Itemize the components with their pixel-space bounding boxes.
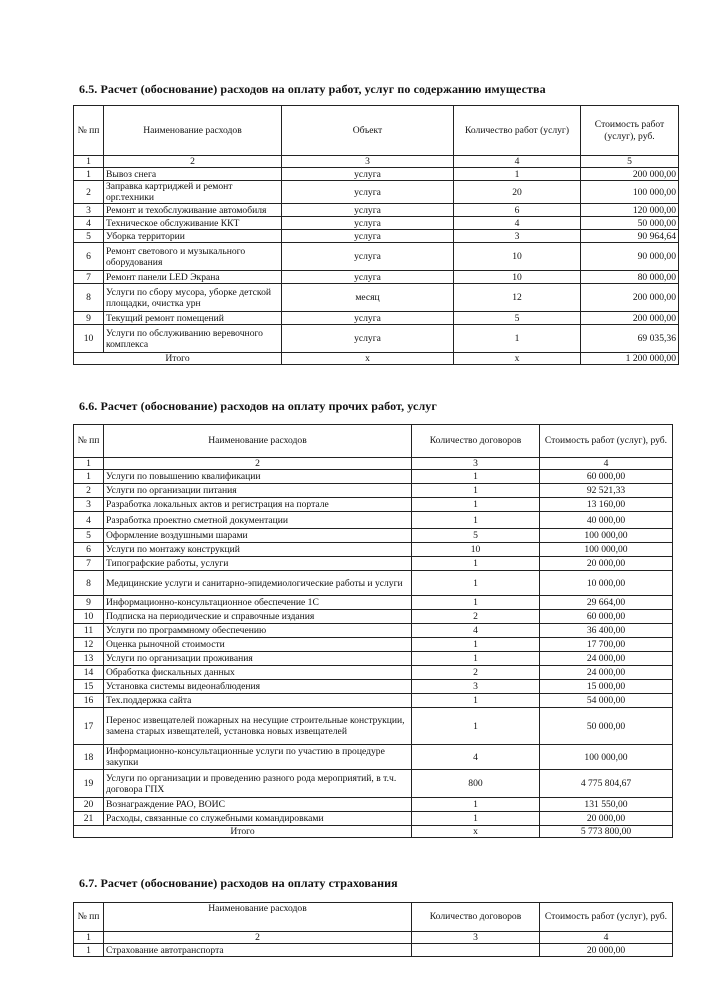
quantity-cell: 3	[454, 230, 581, 243]
maintenance-costs-table	[73, 105, 679, 365]
cost-cell: 10 000,00	[540, 571, 673, 596]
total-contracts: х	[412, 826, 540, 838]
column-number: 3	[412, 932, 540, 944]
contracts-cell: 1	[412, 484, 540, 498]
expense-name: Обработка фискальных данных	[104, 666, 412, 680]
column-number-row	[74, 458, 673, 470]
cost-cell: 24 000,00	[540, 652, 673, 666]
row-number: 21	[74, 812, 104, 826]
expense-name: Заправка картриджей и ремонт орг.техники	[104, 181, 282, 204]
header-cell: № пп	[74, 425, 104, 458]
table-row	[74, 610, 673, 624]
contracts-cell: 1	[412, 638, 540, 652]
table-row	[74, 168, 679, 181]
cost-cell: 20 000,00	[540, 944, 673, 957]
row-number: 5	[74, 529, 104, 543]
row-number: 3	[74, 498, 104, 512]
object-cell: услуга	[282, 168, 454, 181]
column-number: 3	[412, 458, 540, 470]
row-number: 9	[74, 312, 104, 325]
quantity-cell: 6	[454, 204, 581, 217]
expense-name: Техническое обслуживание ККТ	[104, 217, 282, 230]
table-row	[74, 243, 679, 271]
expense-name: Текущий ремонт помещений	[104, 312, 282, 325]
row-number: 4	[74, 217, 104, 230]
header-cell: Количество договоров	[412, 903, 540, 932]
cost-cell: 40 000,00	[540, 512, 673, 529]
row-number: 7	[74, 557, 104, 571]
row-number: 19	[74, 770, 104, 798]
cost-cell: 120 000,00	[581, 204, 679, 217]
column-number: 1	[74, 932, 104, 944]
contracts-cell: 4	[412, 624, 540, 638]
cost-cell: 60 000,00	[540, 470, 673, 484]
header-cell: № пп	[74, 106, 104, 156]
table-row	[74, 284, 679, 312]
table-row	[74, 944, 673, 957]
cost-cell: 50 000,00	[581, 217, 679, 230]
row-number: 6	[74, 243, 104, 271]
table-row	[74, 624, 673, 638]
contracts-cell: 1	[412, 812, 540, 826]
header-cell: Стоимость работ (услуг), руб.	[540, 425, 673, 458]
section-65-title: 6.5. Расчет (обоснование) расходов на оплату работ, услуг по содержанию имущества	[79, 82, 546, 96]
table-row	[74, 708, 673, 745]
row-number: 2	[74, 181, 104, 204]
total-cost: 5 773 800,00	[540, 826, 673, 838]
table-row	[74, 217, 679, 230]
header-cell: Наименование расходов	[104, 903, 412, 932]
expense-name: Информационно-консультационное обеспечение 1С	[104, 596, 412, 610]
expense-name: Расходы, связанные со служебными командировками	[104, 812, 412, 826]
column-number: 2	[104, 458, 412, 470]
column-number-row	[74, 932, 673, 944]
expense-name: Уборка территории	[104, 230, 282, 243]
header-cell: Объект	[282, 106, 454, 156]
cost-cell: 36 400,00	[540, 624, 673, 638]
contracts-cell: 1	[412, 708, 540, 745]
table-row	[74, 529, 673, 543]
table-row	[74, 694, 673, 708]
row-number: 8	[74, 284, 104, 312]
table-row	[74, 484, 673, 498]
header-cell: Стоимость работ (услуг), руб.	[540, 903, 673, 932]
row-number: 17	[74, 708, 104, 745]
row-number: 5	[74, 230, 104, 243]
expense-name: Оформление воздушными шарами	[104, 529, 412, 543]
object-cell: услуга	[282, 181, 454, 204]
section-66-title: 6.6. Расчет (обоснование) расходов на оплату прочих работ, услуг	[79, 399, 437, 413]
contracts-cell: 2	[412, 666, 540, 680]
contracts-cell: 1	[412, 512, 540, 529]
table-row	[74, 498, 673, 512]
total-quantity: х	[454, 353, 581, 365]
contracts-cell: 10	[412, 543, 540, 557]
contracts-cell: 4	[412, 745, 540, 770]
cost-cell: 80 000,00	[581, 271, 679, 284]
cost-cell: 29 664,00	[540, 596, 673, 610]
contracts-cell: 1	[412, 557, 540, 571]
section-67-title: 6.7. Расчет (обоснование) расходов на оплату страхования	[79, 876, 398, 890]
expense-name: Вывоз снега	[104, 168, 282, 181]
expense-name: Информационно-консультационные услуги по участию в процедуре закупки	[104, 745, 412, 770]
contracts-cell: 800	[412, 770, 540, 798]
contracts-cell: 1	[412, 798, 540, 812]
table-row	[74, 652, 673, 666]
table-row	[74, 745, 673, 770]
quantity-cell: 20	[454, 181, 581, 204]
total-cost: 1 200 000,00	[581, 353, 679, 365]
expense-name: Вознаграждение РАО, ВОИС	[104, 798, 412, 812]
expense-name: Услуги по организации питания	[104, 484, 412, 498]
expense-name: Услуги по монтажу конструкций	[104, 543, 412, 557]
quantity-cell: 10	[454, 243, 581, 271]
expense-name: Перенос извещателей пожарных на несущие строительные конструкции, замена старых извещателей, установка новых извещателей	[104, 708, 412, 745]
expense-name: Услуги по повышению квалификации	[104, 470, 412, 484]
expense-name: Ремонт панели LED Экрана	[104, 271, 282, 284]
column-number: 5	[581, 156, 679, 168]
table-row	[74, 638, 673, 652]
table-header-row	[74, 106, 679, 156]
object-cell: месяц	[282, 284, 454, 312]
cost-cell: 90 964,64	[581, 230, 679, 243]
contracts-cell: 1	[412, 571, 540, 596]
column-number: 2	[104, 156, 282, 168]
cost-cell: 200 000,00	[581, 168, 679, 181]
table-row	[74, 312, 679, 325]
total-object: х	[282, 353, 454, 365]
header-cell: Наименование расходов	[104, 425, 412, 458]
cost-cell: 60 000,00	[540, 610, 673, 624]
column-number: 1	[74, 458, 104, 470]
cost-cell: 100 000,00	[540, 745, 673, 770]
other-services-table	[73, 424, 673, 838]
cost-cell: 100 000,00	[581, 181, 679, 204]
contracts-cell: 1	[412, 694, 540, 708]
contracts-cell: 3	[412, 680, 540, 694]
row-number: 4	[74, 512, 104, 529]
row-number: 20	[74, 798, 104, 812]
quantity-cell: 4	[454, 217, 581, 230]
cost-cell: 20 000,00	[540, 812, 673, 826]
row-number: 1	[74, 944, 104, 957]
expense-name: Оценка рыночной стоимости	[104, 638, 412, 652]
contracts-cell: 1	[412, 498, 540, 512]
table-row	[74, 812, 673, 826]
object-cell: услуга	[282, 312, 454, 325]
table-row	[74, 325, 679, 353]
quantity-cell: 1	[454, 325, 581, 353]
row-number: 13	[74, 652, 104, 666]
header-cell: Количество работ (услуг)	[454, 106, 581, 156]
row-number: 3	[74, 204, 104, 217]
row-number: 14	[74, 666, 104, 680]
row-number: 10	[74, 610, 104, 624]
table-row	[74, 204, 679, 217]
column-number: 3	[282, 156, 454, 168]
expense-name: Услуги по организации проживания	[104, 652, 412, 666]
table-row	[74, 181, 679, 204]
row-number: 16	[74, 694, 104, 708]
contracts-cell: 1	[412, 470, 540, 484]
column-number: 4	[540, 458, 673, 470]
header-cell: Наименование расходов	[104, 106, 282, 156]
row-number: 11	[74, 624, 104, 638]
quantity-cell: 5	[454, 312, 581, 325]
expense-name: Типографские работы, услуги	[104, 557, 412, 571]
table-row	[74, 271, 679, 284]
table-row	[74, 666, 673, 680]
expense-name: Подписка на периодические и справочные издания	[104, 610, 412, 624]
header-cell: Стоимость работ (услуг), руб.	[581, 106, 679, 156]
table-row	[74, 230, 679, 243]
expense-name: Разработка проектно сметной документации	[104, 512, 412, 529]
object-cell: услуга	[282, 243, 454, 271]
row-number: 12	[74, 638, 104, 652]
row-number: 18	[74, 745, 104, 770]
table-header-row	[74, 425, 673, 458]
table-row	[74, 798, 673, 812]
table-row	[74, 770, 673, 798]
row-number: 1	[74, 470, 104, 484]
insurance-costs-table	[73, 902, 673, 957]
expense-name: Страхование автотранспорта	[104, 944, 412, 957]
table-row	[74, 557, 673, 571]
contracts-cell: 1	[412, 652, 540, 666]
cost-cell: 54 000,00	[540, 694, 673, 708]
quantity-cell: 1	[454, 168, 581, 181]
row-number: 2	[74, 484, 104, 498]
total-row	[74, 826, 673, 838]
cost-cell: 17 700,00	[540, 638, 673, 652]
column-number: 2	[104, 932, 412, 944]
expense-name: Ремонт и техобслуживание автомобиля	[104, 204, 282, 217]
row-number: 10	[74, 325, 104, 353]
cost-cell: 90 000,00	[581, 243, 679, 271]
row-number: 15	[74, 680, 104, 694]
cost-cell: 69 035,36	[581, 325, 679, 353]
cost-cell: 92 521,33	[540, 484, 673, 498]
column-number: 4	[540, 932, 673, 944]
contracts-cell	[412, 944, 540, 957]
cost-cell: 100 000,00	[540, 543, 673, 557]
cost-cell: 200 000,00	[581, 312, 679, 325]
table-header-row	[74, 903, 673, 932]
row-number: 9	[74, 596, 104, 610]
cost-cell: 50 000,00	[540, 708, 673, 745]
expense-name: Услуги по обслуживанию веревочного комплекса	[104, 325, 282, 353]
table-row	[74, 470, 673, 484]
total-label: Итого	[74, 826, 412, 838]
expense-name: Тех.поддержка сайта	[104, 694, 412, 708]
table-row	[74, 512, 673, 529]
cost-cell: 20 000,00	[540, 557, 673, 571]
total-row	[74, 353, 679, 365]
cost-cell: 4 775 804,67	[540, 770, 673, 798]
cost-cell: 24 000,00	[540, 666, 673, 680]
row-number: 6	[74, 543, 104, 557]
object-cell: услуга	[282, 271, 454, 284]
quantity-cell: 10	[454, 271, 581, 284]
cost-cell: 100 000,00	[540, 529, 673, 543]
header-cell: Количество договоров	[412, 425, 540, 458]
contracts-cell: 5	[412, 529, 540, 543]
expense-name: Ремонт светового и музыкального оборудования	[104, 243, 282, 271]
object-cell: услуга	[282, 217, 454, 230]
contracts-cell: 1	[412, 596, 540, 610]
object-cell: услуга	[282, 230, 454, 243]
column-number: 1	[74, 156, 104, 168]
column-number: 4	[454, 156, 581, 168]
table-row	[74, 543, 673, 557]
total-label: Итого	[74, 353, 282, 365]
expense-name: Услуги по программному обеспечению	[104, 624, 412, 638]
row-number: 1	[74, 168, 104, 181]
cost-cell: 131 550,00	[540, 798, 673, 812]
expense-name: Установка системы видеонаблюдения	[104, 680, 412, 694]
column-number-row	[74, 156, 679, 168]
cost-cell: 13 160,00	[540, 498, 673, 512]
table-row	[74, 571, 673, 596]
contracts-cell: 2	[412, 610, 540, 624]
table-row	[74, 596, 673, 610]
row-number: 8	[74, 571, 104, 596]
object-cell: услуга	[282, 325, 454, 353]
quantity-cell: 12	[454, 284, 581, 312]
cost-cell: 15 000,00	[540, 680, 673, 694]
expense-name: Услуги по сбору мусора, уборке детской площадки, очистка урн	[104, 284, 282, 312]
table-row	[74, 680, 673, 694]
expense-name: Разработка локальных актов и регистрация на портале	[104, 498, 412, 512]
row-number: 7	[74, 271, 104, 284]
object-cell: услуга	[282, 204, 454, 217]
expense-name: Медицинские услуги и санитарно-эпидемиологические работы и услуги	[104, 571, 412, 596]
header-cell: № пп	[74, 903, 104, 932]
cost-cell: 200 000,00	[581, 284, 679, 312]
expense-name: Услуги по организации и проведению разного рода мероприятий, в т.ч. договора ГПХ	[104, 770, 412, 798]
